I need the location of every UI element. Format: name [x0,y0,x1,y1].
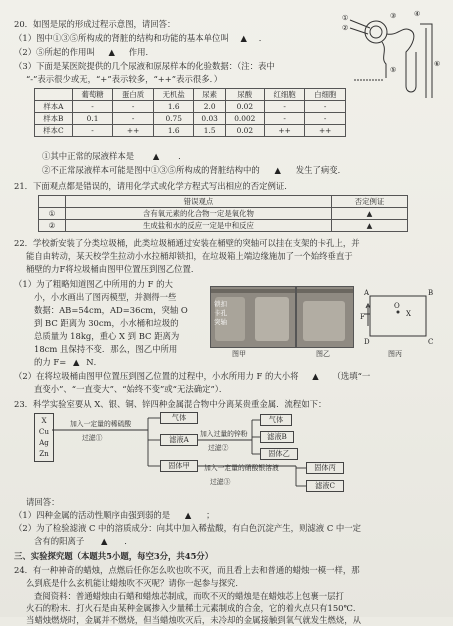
table-row: 样本B 0.1 - 0.75 0.03 0.002 - - [35,113,346,125]
filtrate-a-box: 滤液A [160,434,198,446]
step3-filter: 过滤③ [210,478,231,486]
metal-mix-box: X Cu Ag Zn [34,413,54,462]
q22-line-1: 22．学校新安装了分类垃圾桶，此类垃圾桶通过安装在桶壁的突轴可以挂在支架的卡孔上，并 [14,238,360,248]
fig-label-5: ⑤ [390,66,397,74]
urine-sample-table [34,88,346,137]
answer-blank[interactable]: ▲ [101,536,108,546]
lever-model-diagram [360,286,440,358]
step1-label: 加入一定量的稀硫酸 [70,420,132,428]
model-label-F: F [360,313,365,321]
q24-line-5: 当蜡烛燃烧时，金属并不燃烧，但当蜡烛吹灭后，未冷却的金属接触到氧气就发生燃烧，从 [26,615,361,625]
q20-part2: （2）⑤所起的作用叫 ▲ 作用． [14,47,154,57]
q22-line-2: 能自由转动，某天校学生拉动小水拉桶却锁扣，在垃圾箱上端边缘施加了一个始终垂直于 [26,251,353,261]
answer-blank[interactable]: ▲ [312,371,319,381]
q24-line-3: 查阅资料：普通蜡烛由石蜡和蜡烛芯制成，而吹不灭的蜡烛是在蜡烛芯上包裹一层打 [34,591,344,601]
model-label-A: A [364,289,370,297]
fig-label-6: ⑥ [434,60,441,68]
model-label-D: D [364,338,370,346]
model-label-B: B [428,289,434,297]
q23-a2: （2）为了检验滤液 C 中的溶质成分：向其中加入稀盐酸，有白色沉淀产生，则滤液 C 中一定 [14,523,362,533]
answer-blank[interactable]: ▲ [240,33,247,43]
model-label-X: X [406,310,411,318]
q20-answer-1: ①其中正常的尿液样本是 ▲ ． [42,151,187,161]
table-row: ② 生成盐和水的反应一定是中和反应 ▲ [39,220,408,232]
q20-intro: 20．如图是尿的形成过程示意图，请回答： [14,19,176,29]
caption-yi: 图乙 [316,350,330,358]
table-header-row: 错误观点 否定例证 [39,196,408,208]
q23-answer-label: 请回答： [26,497,60,507]
answer-blank[interactable]: ▲ [152,151,160,161]
q22-p1b: 小，小水画出了图丙模型，并测得一些 [34,292,177,302]
q24-line-2: 么到底是什么玄机能让蜡烛吹不灭呢？请你一起参与探究． [26,578,244,588]
q22-p1g: 的力 F= ▲ N． [34,357,102,367]
fig-label-4: ④ [414,10,421,18]
solid-c-box: 固体丙 [306,462,344,474]
q22-p1f: 18cm 且保持不变．那么，图乙中所用 [34,344,178,354]
q20-part3: （3）下面是某医院提供的几个尿液和原尿样本的化验数据：（注：表中 [14,61,275,71]
filtrate-c-box: 滤液C [306,480,344,492]
table-header-row: 葡萄糖 蛋白质 无机盐 尿素 尿酸 红细胞 白细胞 [35,89,346,101]
answer-blank[interactable]: ▲ [331,208,407,220]
q23-intro: 23．科学实验室要从 X、银、铜、锌四种金属混合物中分离某贵重金属．流程如下： [14,399,327,409]
caption-bing: 图丙 [388,350,402,358]
error-view-table [38,195,408,232]
step1-filter: 过滤① [82,434,103,442]
q22-p1d: 到 BC 距离为 30cm，小水桶和垃圾的 [34,318,179,328]
q21-intro: 21．下面观点都是错误的，请用化学式或化学方程式写出相应的否定例证． [14,181,293,191]
q22-p1e: 总质量为 18kg，重心 X 到 BC 距离为 [34,331,180,341]
model-label-C: C [428,338,434,346]
caption-jia: 图甲 [232,350,246,358]
answer-blank[interactable]: ▲ [108,47,115,57]
q22-p2b: 直变小”、“一直变大”、“始终不变”或“无法确定”）． [34,384,228,394]
nephron-diagram [340,6,444,106]
fig-label-3: ③ [390,12,397,20]
table-row: ① 含有氧元素的化合物一定是氧化物 ▲ [39,208,408,220]
q20-answer-2: ②不正常尿液样本可能是图中①③⑤所构成的肾脏结构中的 ▲ 发生了病变． [42,165,346,175]
q24-line-4: 火石的粉末．打火石是由某种金属掺入少量稀土元素制成的合金，它的着火点只有150℃． [26,603,362,613]
model-label-O: O [394,302,400,310]
q20-part1: （1）图中①③⑤所构成的肾脏的结构和功能的基本单位叫 ▲ ． [14,33,268,43]
solid-a-box: 固体甲 [160,460,198,472]
fig-label-1: ① [342,14,349,22]
answer-blank[interactable]: ▲ [331,220,407,232]
answer-blank[interactable]: ▲ [73,357,80,367]
photo-labels: 锁扣 卡孔 突轴 [214,300,227,326]
gas-box: 气体 [160,412,198,424]
photo-yi [296,286,354,348]
q22-p1a: （1）为了粗略知道图乙中所用的力 F 的大 [14,279,173,289]
answer-blank[interactable]: ▲ [184,510,192,520]
step2-label: 加入过量的锌粉 [200,430,248,438]
q24-line-1: 24．有一种神奇的蜡烛，点燃后任你怎么吹也吹不灭，而且看上去和普通的蜡烛一模一样，那 [14,565,360,575]
q23-a1: （1）四种金属的活动性顺序由强到弱的是 ▲ ； [14,510,215,520]
q22-p1c: 数据：AB=54cm，AD=36cm，突轴 O [34,305,188,315]
solid-b-box: 固体乙 [260,448,298,460]
table-row: 样本A - - 1.6 2.0 0.02 - - [35,101,346,113]
filtrate-b-box: 滤液B [260,431,294,443]
step3-label: 加入一定量的硝酸银溶液 [204,464,279,472]
fig-label-2: ② [342,24,349,32]
q22-p2a: （2）在将垃圾桶由图甲位置压到图乙位置的过程中，小水所用力 F 的大小将 ▲ （选填“一 [14,371,371,381]
section-3-heading: 三、实验探究题（本题共5小题，每空3分，共45分） [14,551,214,561]
step2-filter: 过滤② [208,444,229,452]
table-row: 样本C - ++ 1.6 1.5 0.02 ++ ++ [35,125,346,137]
gas2-box: 气体 [260,414,292,426]
q23-a2b: 含有的阳离子 ▲ ． [34,536,133,546]
answer-blank[interactable]: ▲ [274,165,281,175]
q22-line-3: 桶壁的力F将垃圾桶由图甲位置压到图乙位置． [26,264,200,274]
q20-part3-note: “-”表示很少或无，“+”表示较多，“++”表示很多．） [26,74,223,84]
